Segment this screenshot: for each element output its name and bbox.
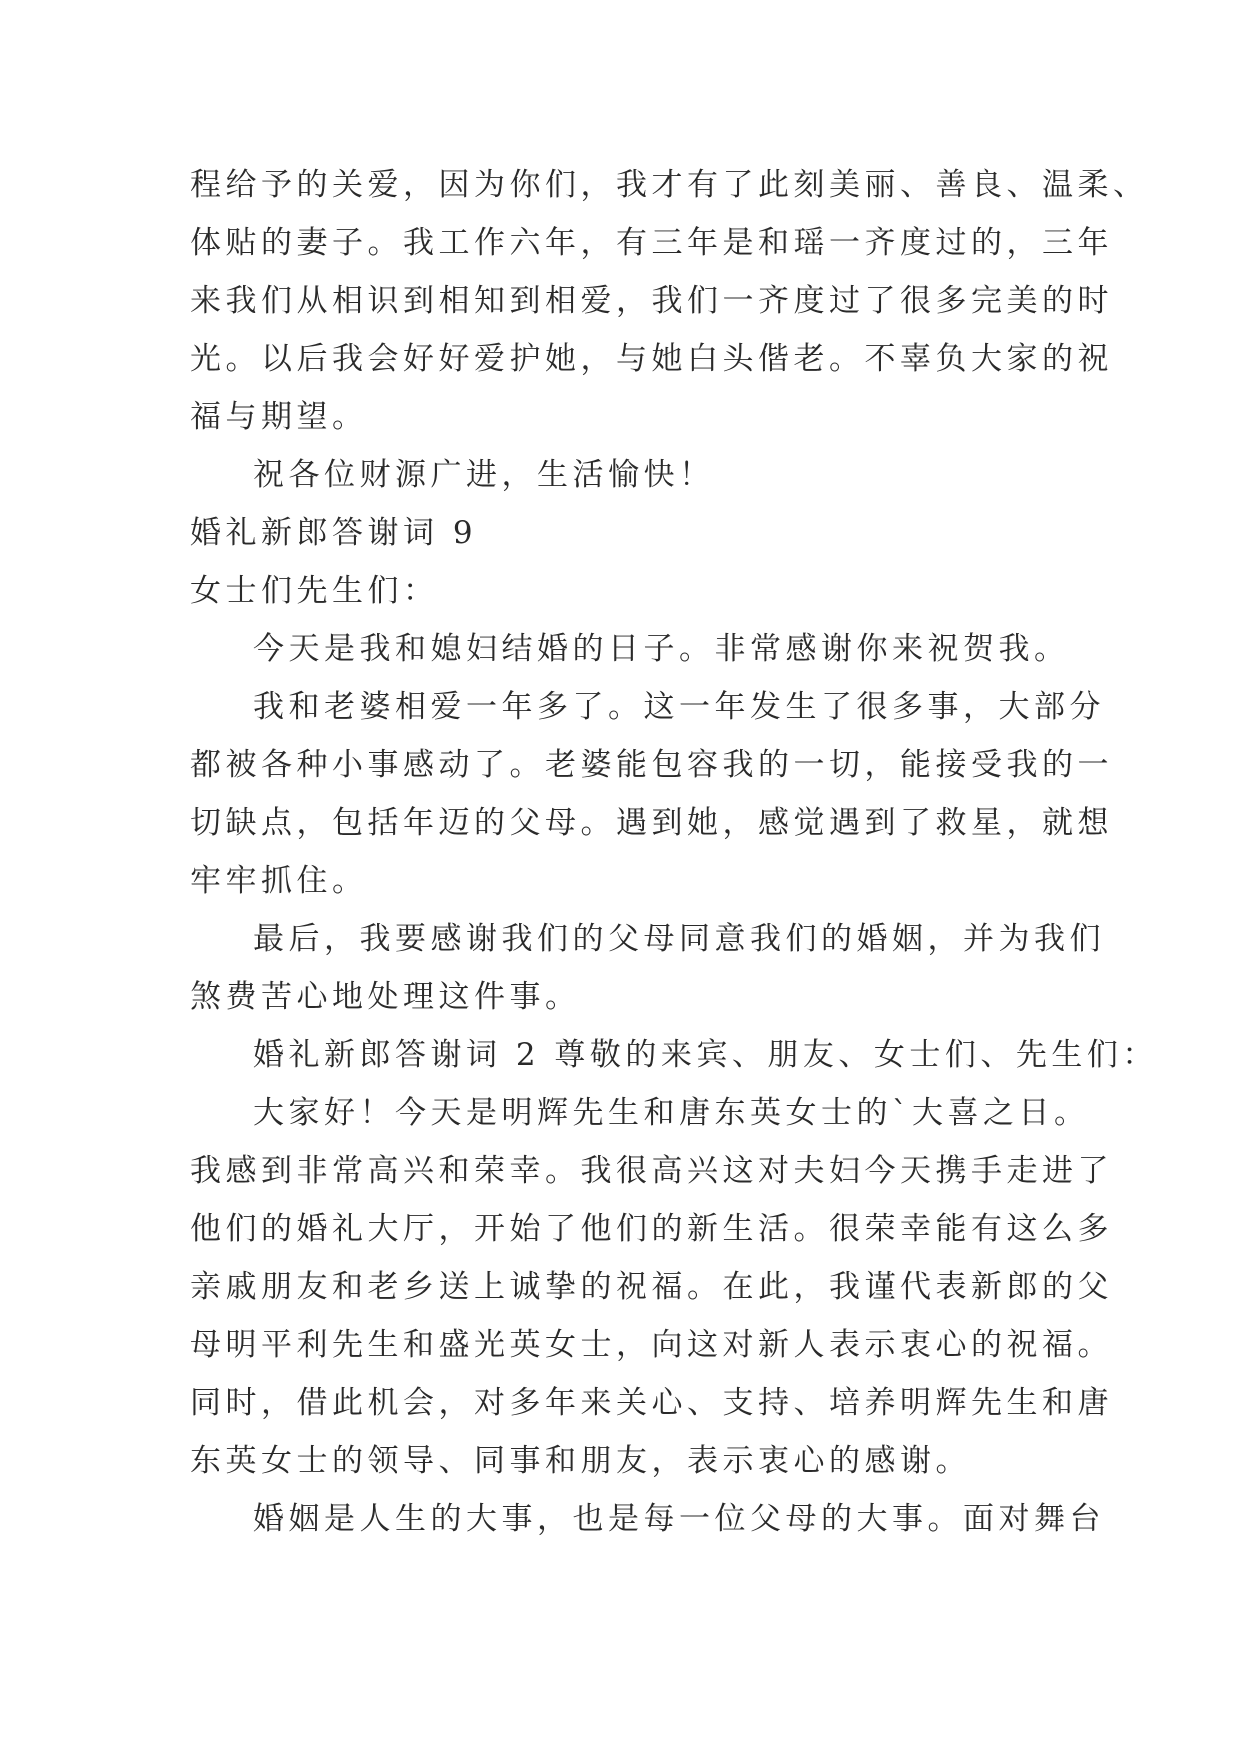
text-line: 同时，借此机会，对多年来关心、支持、培养明辉先生和唐 (190, 1385, 1113, 1421)
text-line: 祝各位财源广进，生活愉快！ (253, 457, 715, 493)
text-line: 东英女士的领导、同事和朋友，表示衷心的感谢。 (190, 1443, 971, 1479)
text-line: 最后，我要感谢我们的父母同意我们的婚姻，并为我们 (253, 921, 1105, 957)
text-line: 大家好！今天是明辉先生和唐东英女士的`大喜之日。 (253, 1095, 1090, 1131)
text-line: 亲戚朋友和老乡送上诚挚的祝福。在此，我谨代表新郎的父 (190, 1269, 1113, 1305)
text-line: 福与期望。 (190, 399, 368, 435)
text-line: 他们的婚礼大厅，开始了他们的新生活。很荣幸能有这么多 (190, 1211, 1113, 1247)
text-line: 都被各种小事感动了。老婆能包容我的一切，能接受我的一 (190, 747, 1113, 783)
text-line: 婚礼新郎答谢词 2 尊敬的来宾、朋友、女士们、先生们： (253, 1037, 1158, 1073)
text-line: 今天是我和媳妇结婚的日子。非常感谢你来祝贺我。 (253, 631, 1070, 667)
text-line: 切缺点，包括年迈的父母。遇到她，感觉遇到了救星，就想 (190, 805, 1113, 841)
text-line: 程给予的关爱，因为你们，我才有了此刻美丽、善良、温柔、 (190, 167, 1149, 203)
text-line: 婚姻是人生的大事，也是每一位父母的大事。面对舞台 (253, 1501, 1105, 1537)
section-heading: 婚礼新郎答谢词 9 (190, 515, 478, 551)
text-line: 光。以后我会好好爱护她，与她白头偕老。不辜负大家的祝 (190, 341, 1113, 377)
text-line: 来我们从相识到相知到相爱，我们一齐度过了很多完美的时 (190, 283, 1113, 319)
salutation: 女士们先生们： (190, 573, 439, 609)
text-line: 我感到非常高兴和荣幸。我很高兴这对夫妇今天携手走进了 (190, 1153, 1113, 1189)
text-line: 母明平利先生和盛光英女士，向这对新人表示衷心的祝福。 (190, 1327, 1113, 1363)
text-line: 我和老婆相爱一年多了。这一年发生了很多事，大部分 (253, 689, 1105, 725)
text-line: 牢牢抓住。 (190, 863, 368, 899)
text-line: 体贴的妻子。我工作六年，有三年是和瑶一齐度过的，三年 (190, 225, 1113, 261)
text-line: 煞费苦心地处理这件事。 (190, 979, 581, 1015)
